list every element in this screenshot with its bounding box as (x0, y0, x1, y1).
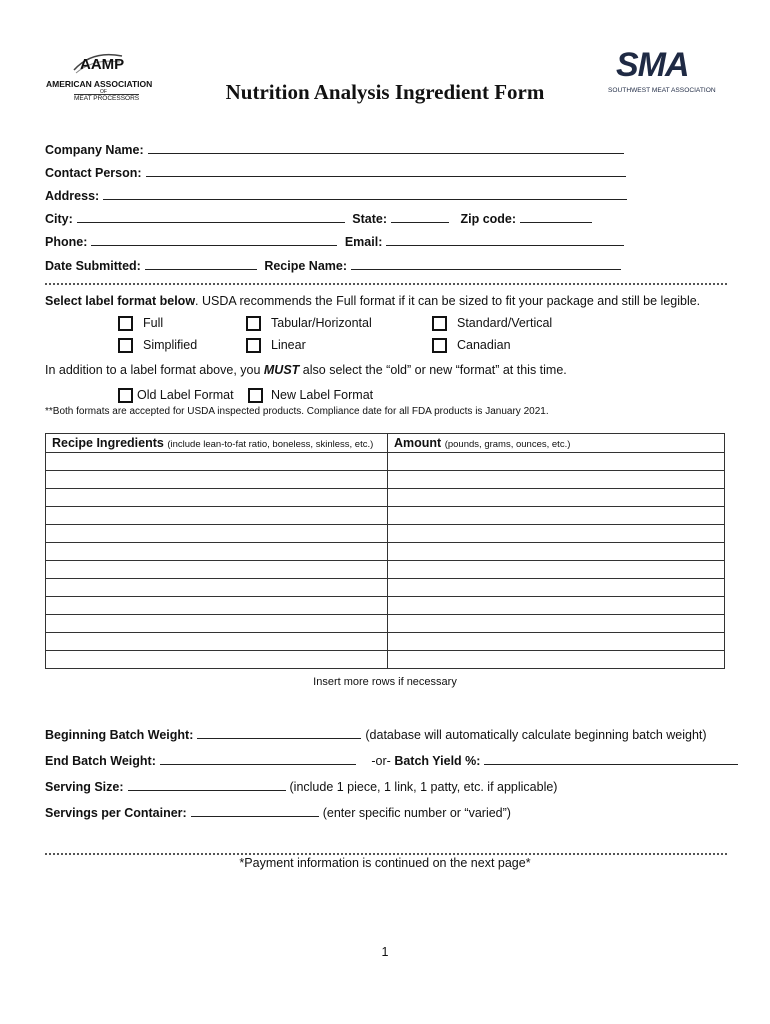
phone-label: Phone: (45, 235, 88, 249)
contact-person-field[interactable] (146, 163, 626, 177)
aamp-name-line1: AMERICAN ASSOCIATION (46, 79, 153, 89)
option-linear[interactable] (246, 336, 306, 354)
divider (45, 853, 727, 855)
option-canadian[interactable] (432, 336, 511, 354)
serving-size-field[interactable] (128, 777, 286, 791)
state-label: State: (352, 212, 387, 226)
end-batch-field[interactable] (160, 751, 356, 765)
aamp-abbr: AAMP (80, 56, 125, 73)
address-label: Address: (45, 189, 100, 203)
date-submitted-field[interactable] (145, 256, 257, 270)
recipe-name-field[interactable] (351, 256, 621, 270)
amount-cell[interactable] (388, 597, 725, 615)
end-batch-label: End Batch Weight: (45, 754, 156, 768)
beginning-batch-row (45, 725, 707, 743)
table-row (46, 615, 725, 633)
option-full-label: Full (143, 316, 164, 330)
table-row (46, 543, 725, 561)
company-field[interactable] (148, 140, 624, 154)
aamp-name-line2: MEAT PROCESSORS (74, 95, 140, 102)
format-note: **Both formats are accepted for USDA inspected products. Compliance date for all FDA products is January 2021. (45, 406, 549, 417)
option-linear-label: Linear (271, 338, 306, 352)
ingredient-cell[interactable] (46, 579, 388, 597)
checkbox[interactable] (246, 338, 261, 353)
amount-cell[interactable] (388, 507, 725, 525)
batch-yield-label: Batch Yield %: (394, 754, 481, 768)
city-row (45, 209, 596, 227)
ingredient-cell[interactable] (46, 507, 388, 525)
table-row (46, 471, 725, 489)
address-row (45, 186, 631, 204)
servings-per-container-label: Servings per Container: (45, 806, 187, 820)
amount-cell[interactable] (388, 579, 725, 597)
servings-per-container-note: (enter specific number or “varied”) (322, 806, 511, 820)
servings-per-container-row (45, 803, 511, 821)
option-new-format[interactable] (248, 386, 373, 404)
ingredients-table (45, 433, 725, 669)
option-simplified-label: Simplified (143, 338, 198, 352)
address-field[interactable] (103, 186, 627, 200)
table-row (46, 633, 725, 651)
sma-logo (606, 46, 728, 102)
batch-yield-field[interactable] (484, 751, 738, 765)
option-standard-label: Standard/Vertical (457, 316, 553, 330)
recipe-ingredients-header (46, 434, 388, 453)
company-label: Company Name: (45, 143, 144, 157)
phone-row (45, 232, 628, 250)
beginning-batch-note: (database will automatically calculate beginning batch weight) (365, 728, 707, 742)
option-old-label: Old Label Format (137, 388, 234, 402)
ingredient-cell[interactable] (46, 651, 388, 669)
option-canadian-label: Canadian (457, 338, 511, 352)
serving-size-label: Serving Size: (45, 780, 124, 794)
state-field[interactable] (391, 209, 449, 223)
ingredient-cell[interactable] (46, 489, 388, 507)
amount-cell[interactable] (388, 543, 725, 561)
option-old-format[interactable] (118, 386, 234, 404)
requirement-must: MUST (263, 363, 300, 377)
serving-size-note: (include 1 piece, 1 link, 1 patty, etc. if applicable) (289, 780, 558, 794)
page-number: 1 (381, 945, 389, 959)
recipe-name-label: Recipe Name: (264, 259, 348, 273)
table-row (46, 507, 725, 525)
recipe-ingredients-title: Recipe Ingredients (52, 436, 164, 450)
amount-cell[interactable] (388, 561, 725, 579)
ingredient-cell[interactable] (46, 597, 388, 615)
zip-label: Zip code: (460, 212, 517, 226)
label-format-prompt-bold: Select label format below (45, 294, 196, 308)
checkbox[interactable] (118, 338, 133, 353)
amount-header (388, 434, 725, 453)
checkbox[interactable] (118, 316, 133, 331)
sma-name: SOUTHWEST MEAT ASSOCIATION (608, 87, 716, 94)
table-row (46, 651, 725, 669)
ingredient-cell[interactable] (46, 615, 388, 633)
checkbox[interactable] (246, 316, 261, 331)
amount-cell[interactable] (388, 453, 725, 471)
beginning-batch-field[interactable] (197, 725, 361, 739)
label-format-prompt-text: . USDA recommends the Full format if it can be sized to fit your package and still be legible. (195, 294, 701, 308)
checkbox[interactable] (118, 388, 133, 403)
payment-note: *Payment information is continued on the next page* (239, 856, 531, 870)
amount-cell[interactable] (388, 471, 725, 489)
date-submitted-label: Date Submitted: (45, 259, 141, 273)
checkbox[interactable] (432, 338, 447, 353)
requirement-text-post: also select the “old” or new “format” at this time. (299, 363, 567, 377)
city-field[interactable] (77, 209, 345, 223)
recipe-ingredients-note: (include lean-to-fat ratio, boneless, skinless, etc.) (167, 439, 374, 450)
star-icon: ★ (696, 56, 707, 70)
amount-note: (pounds, grams, ounces, etc.) (444, 439, 571, 450)
option-standard[interactable] (432, 314, 552, 332)
servings-per-container-field[interactable] (191, 803, 319, 817)
or-text: -or- (371, 754, 391, 768)
label-format-prompt (45, 292, 700, 310)
ingredient-cell[interactable] (46, 453, 388, 471)
checkbox[interactable] (248, 388, 263, 403)
table-row (46, 489, 725, 507)
checkbox[interactable] (432, 316, 447, 331)
beginning-batch-label: Beginning Batch Weight: (45, 728, 194, 742)
serving-size-row (45, 777, 557, 795)
amount-cell[interactable] (388, 525, 725, 543)
table-row (46, 597, 725, 615)
sma-abbr: SMA (616, 46, 689, 84)
amount-title: Amount (394, 436, 442, 450)
divider (45, 283, 727, 285)
contact-person-label: Contact Person: (45, 166, 142, 180)
email-label: Email: (344, 235, 383, 249)
option-tabular-label: Tabular/Horizontal (271, 316, 372, 330)
table-row (46, 525, 725, 543)
amount-cell[interactable] (388, 615, 725, 633)
table-row (46, 453, 725, 471)
table-footer-note: Insert more rows if necessary (313, 676, 457, 688)
page-title: Nutrition Analysis Ingredient Form (225, 80, 545, 104)
date-row (45, 256, 625, 274)
contact-row (45, 163, 630, 181)
requirement-text-pre: In addition to a label format above, you (45, 363, 264, 377)
ingredient-cell[interactable] (46, 471, 388, 489)
option-simplified[interactable] (118, 336, 197, 354)
amount-cell[interactable] (388, 651, 725, 669)
city-label: City: (45, 212, 73, 226)
company-row (45, 140, 628, 158)
table-row (46, 561, 725, 579)
format-requirement (45, 361, 567, 379)
amount-cell[interactable] (388, 489, 725, 507)
option-tabular[interactable] (246, 314, 372, 332)
ingredient-cell[interactable] (46, 543, 388, 561)
end-batch-row (45, 751, 742, 769)
aamp-name-of: OF (100, 89, 107, 95)
amount-cell[interactable] (388, 633, 725, 651)
table-row (46, 579, 725, 597)
ingredient-cell[interactable] (46, 561, 388, 579)
email-field[interactable] (386, 232, 624, 246)
ingredient-cell[interactable] (46, 525, 388, 543)
ingredient-cell[interactable] (46, 633, 388, 651)
phone-field[interactable] (91, 232, 337, 246)
zip-field[interactable] (520, 209, 592, 223)
table-header-row (46, 434, 725, 453)
option-full[interactable] (118, 314, 163, 332)
option-new-label: New Label Format (271, 388, 374, 402)
